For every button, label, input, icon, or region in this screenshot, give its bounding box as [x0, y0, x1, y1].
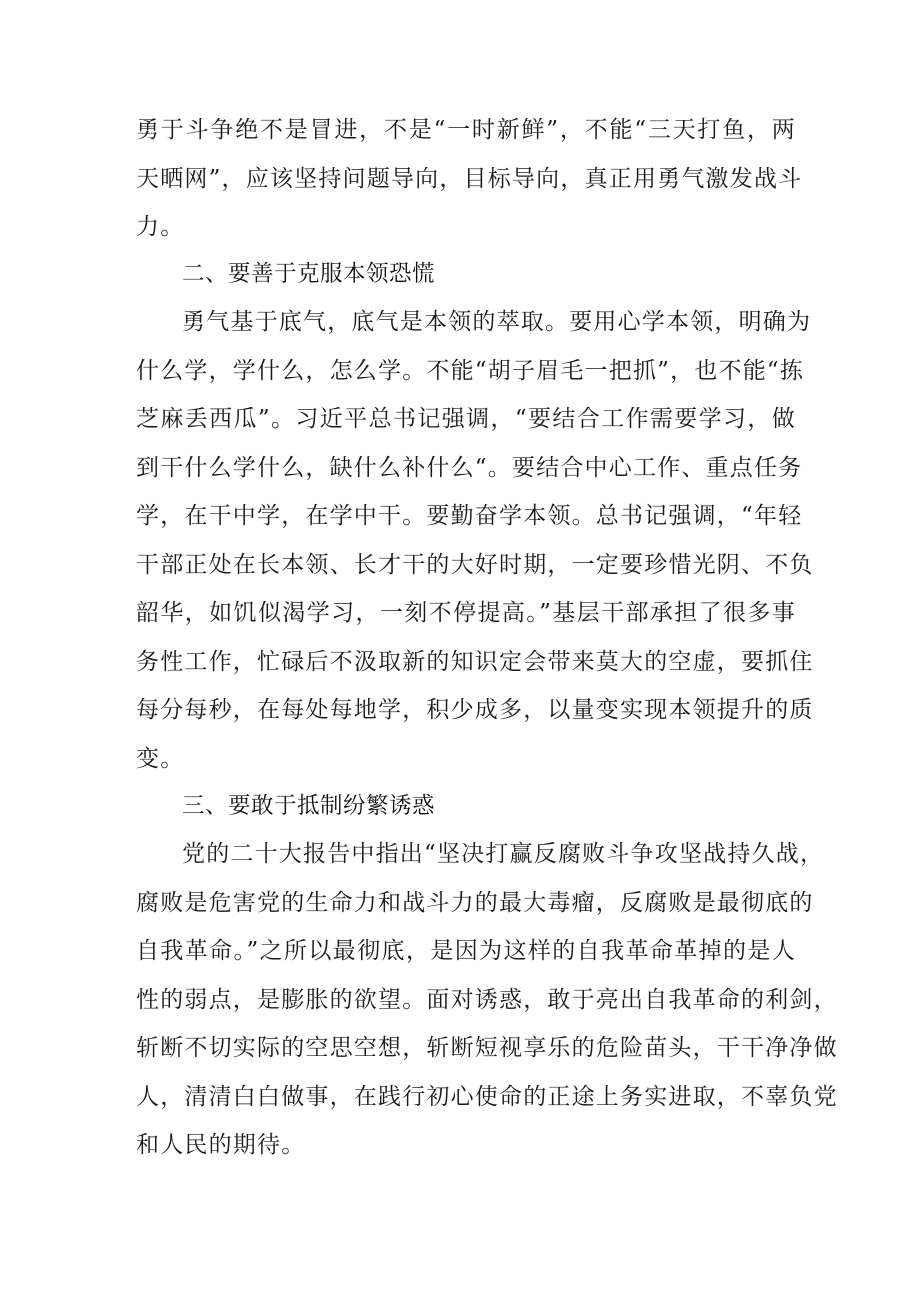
paragraph-line: 自我革命。”之所以最彻底，是因为这样的自我革命革掉的是人 — [136, 938, 796, 964]
paragraph-ability — [136, 298, 814, 783]
paragraph-line: 人，清清白白做事，在践行初心使命的正途上务实进取，不辜负党 — [136, 1083, 838, 1110]
paragraph-line: 勇于斗争绝不是冒进，不是“一时新鲜”，不能“三天打鱼，两 — [136, 117, 796, 143]
paragraph-line: 什么学，学什么，怎么学。不能“胡子眉毛一把抓”，也不能“拣 — [136, 357, 805, 384]
paragraph-line: 性的弱点，是膨胀的欲望。面对诱惑，敢于亮出自我革命的利剑， — [136, 986, 838, 1013]
paragraph-line: 和人民的期待。 — [136, 1132, 306, 1158]
paragraph-courage — [136, 106, 803, 252]
paragraph-line: 天晒网”，应该坚持问题导向，目标导向，真正用勇气激发战斗 — [136, 165, 803, 192]
section-heading-2: 二、要善于克服本领恐慌 — [182, 261, 436, 287]
paragraph-line: 勇气基于底气，底气是本领的萃取。要用心学本领，明确为 — [182, 309, 812, 335]
paragraph-line: 腐败是危害党的生命力和战斗力的最大毒瘤，反腐败是最彻底的 — [136, 889, 814, 916]
paragraph-line: 变。 — [136, 745, 185, 772]
paragraph-line: 力。 — [136, 214, 185, 240]
section-heading-3: 三、要敢于抵制纷繁诱惑 — [182, 793, 436, 819]
paragraph-line: 务性工作，忙碌后不汲取新的知识定会带来莫大的空虚，要抓住 — [136, 648, 814, 675]
paragraph-line: 芝麻丢西瓜”。习近平总书记强调，“要结合工作需要学习，做 — [136, 406, 796, 432]
paragraph-line: 韶华，如饥似渴学习，一刻不停提高。”基层干部承担了很多事 — [136, 600, 796, 626]
paragraph-line: 学，在干中学，在学中干。要勤奋学本领。总书记强调，“年轻 — [136, 503, 803, 529]
paragraph-line: 党的二十大报告中指出“坚决打赢反腐败斗争攻坚战持久战， — [182, 841, 825, 867]
paragraph-line: 斩断不切实际的空思空想，斩断短视享乐的危险苗头，干干净净做 — [136, 1035, 838, 1061]
paragraph-line: 到干什么学什么，缺什么补什么“。要结合中心工作、重点任务 — [136, 454, 803, 481]
paragraph-line: 每分每秒，在每处每地学，积少成多，以量变实现本领提升的质 — [136, 697, 814, 723]
paragraph-line: 干部正处在长本领、长才干的大好时期，一定要珍惜光阴、不负 — [136, 551, 814, 578]
paragraph-temptation — [136, 830, 838, 1170]
